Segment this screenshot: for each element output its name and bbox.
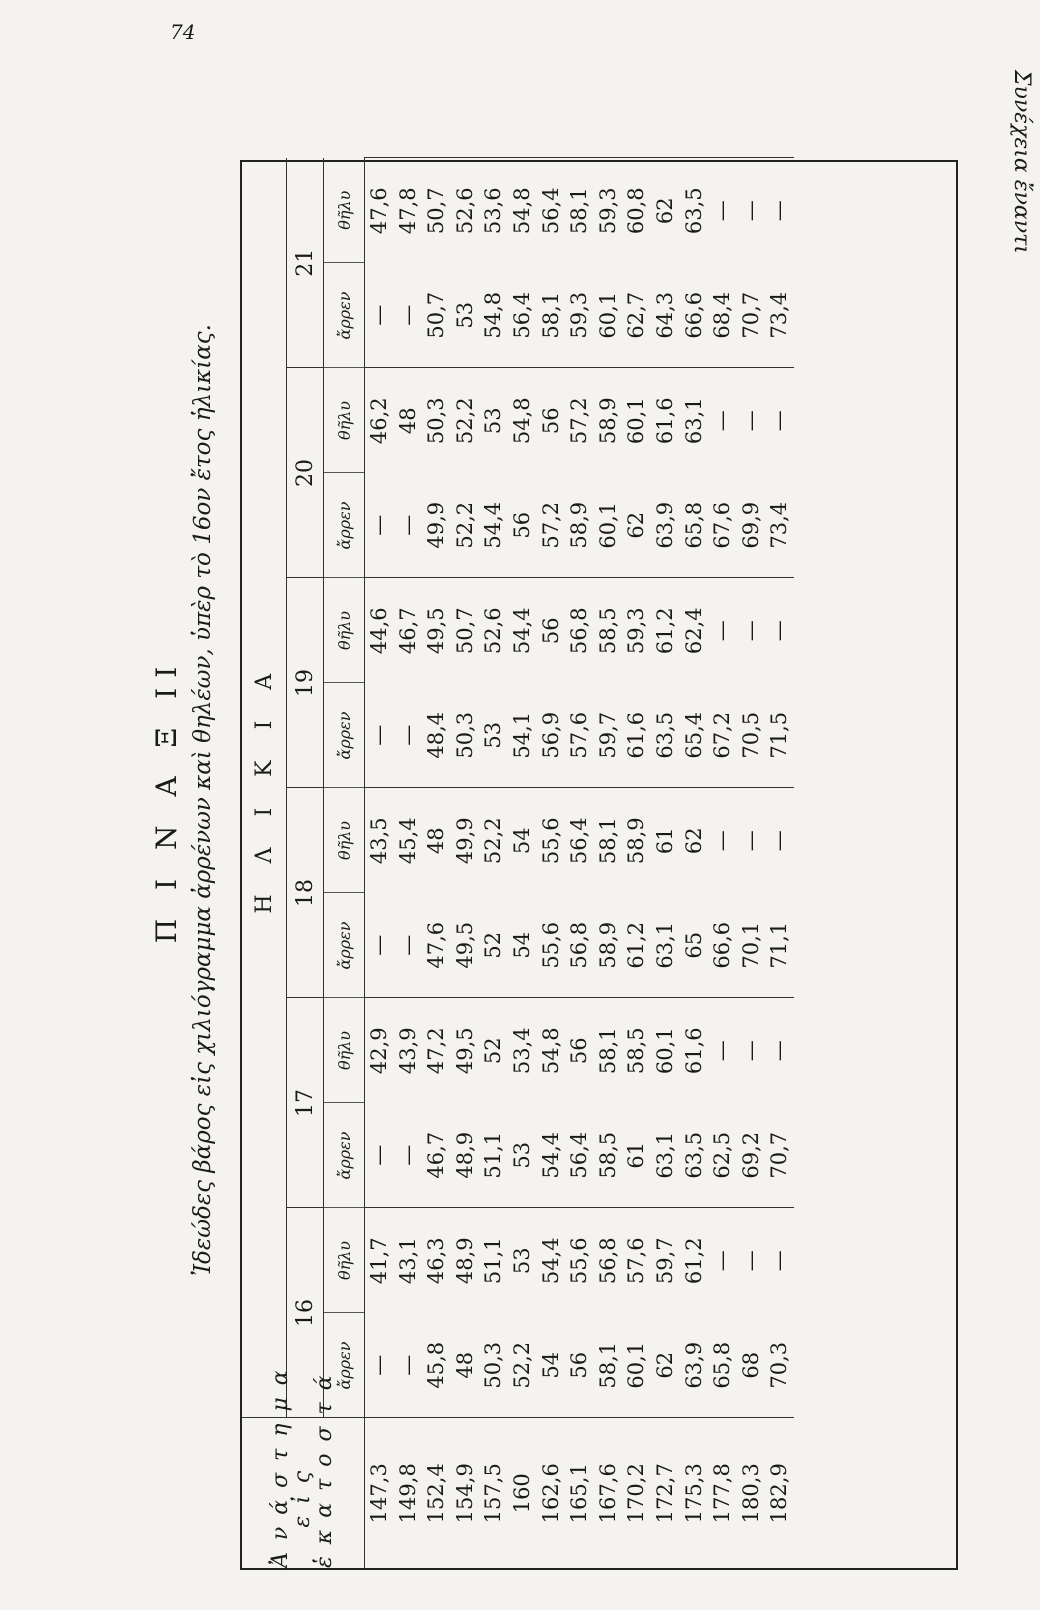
male-weight-cell: — [395, 304, 420, 326]
male-weight-cell: 50,3 [452, 711, 477, 759]
female-weight-cell: 62 [680, 788, 709, 893]
continuation-note-text: Συνέχεια ἔναντι [1009, 70, 1034, 254]
male-weight-cell: 66,6 [710, 921, 735, 969]
table-row [765, 158, 794, 1568]
male-header: ἄρρεν [324, 1313, 365, 1418]
female-weight-cell: 54,8 [508, 368, 537, 473]
male-weight-cell: 56,4 [567, 1131, 592, 1179]
male-weight-cell: 56 [567, 1351, 592, 1379]
male-weight-cell: 52 [481, 931, 506, 959]
male-weight-cell: 65,4 [681, 711, 706, 759]
male-weight-cell: 73,4 [767, 501, 792, 549]
female-weight-cell: 47,6 [365, 158, 394, 263]
height-cell: 147,3 [365, 1418, 394, 1568]
female-weight-cell: 53 [479, 368, 508, 473]
female-weight-cell: 52 [479, 998, 508, 1103]
female-weight-cell: — [708, 578, 737, 683]
female-weight-cell: — [708, 158, 737, 263]
female-weight-cell: — [765, 578, 794, 683]
male-weight-cell: 67,6 [710, 501, 735, 549]
female-weight-cell: — [737, 368, 766, 473]
female-weight-cell: 61 [651, 788, 680, 893]
male-weight-cell: 50,3 [481, 1341, 506, 1389]
female-weight-cell: 58,5 [622, 998, 651, 1103]
table-row [451, 158, 480, 1568]
male-weight-cell: 54 [538, 1351, 563, 1379]
male-weight-cell: 71,5 [767, 711, 792, 759]
male-weight-cell: — [395, 514, 420, 536]
male-header: ἄρρεν [324, 263, 365, 368]
height-cell: 162,6 [537, 1418, 566, 1568]
female-weight-cell: — [765, 788, 794, 893]
male-weight-cell: 47,6 [424, 921, 449, 969]
female-weight-cell: 52,6 [451, 158, 480, 263]
female-weight-cell: 44,6 [365, 578, 394, 683]
female-weight-cell: 57,6 [622, 1208, 651, 1313]
male-weight-cell: 50,7 [424, 291, 449, 339]
female-weight-cell: 59,3 [594, 158, 623, 263]
female-weight-cell: 52,2 [479, 788, 508, 893]
weight-table-frame [240, 160, 958, 1570]
male-weight-cell: — [367, 514, 391, 536]
female-weight-cell: — [765, 998, 794, 1103]
male-weight-cell: 61,2 [624, 921, 649, 969]
male-header: ἄρρεν [324, 893, 365, 998]
age-header: 19 [287, 578, 324, 788]
female-weight-cell: 58,1 [594, 788, 623, 893]
male-weight-cell: 54,8 [481, 291, 506, 339]
male-weight-cell: 57,6 [567, 711, 592, 759]
female-weight-cell: 43,5 [365, 788, 394, 893]
male-weight-cell: 48,4 [424, 711, 449, 759]
male-weight-cell: 59,7 [595, 711, 620, 759]
male-header: ἄρρεν [324, 473, 365, 578]
female-weight-cell: 49,9 [451, 788, 480, 893]
male-weight-cell: 70,5 [738, 711, 763, 759]
table-title: Π Ι Ν Α Ξ II [150, 656, 183, 944]
female-weight-cell: 53 [508, 1208, 537, 1313]
male-weight-cell: 62 [624, 511, 649, 539]
female-header: θῆλυ [324, 158, 365, 263]
table-row [422, 158, 451, 1568]
height-cell: 149,8 [394, 1418, 423, 1568]
male-weight-cell: — [367, 934, 391, 956]
height-cell: 165,1 [565, 1418, 594, 1568]
female-weight-cell: 61,6 [680, 998, 709, 1103]
female-weight-cell: 43,9 [394, 998, 423, 1103]
female-weight-cell: 58,5 [594, 578, 623, 683]
male-weight-cell: 62,5 [710, 1131, 735, 1179]
male-weight-cell: 61 [624, 1141, 649, 1169]
male-weight-cell: 62,7 [624, 291, 649, 339]
male-weight-cell: 53 [452, 301, 477, 329]
male-weight-cell: — [395, 934, 420, 956]
male-weight-cell: — [367, 1144, 391, 1166]
male-weight-cell: 70,3 [767, 1341, 792, 1389]
female-weight-cell: — [708, 788, 737, 893]
male-weight-cell: 58,5 [595, 1131, 620, 1179]
male-weight-cell: 46,7 [424, 1131, 449, 1179]
age-header: 21 [287, 158, 324, 368]
table-row [394, 158, 423, 1568]
female-weight-cell: 56 [537, 368, 566, 473]
female-weight-cell: — [765, 158, 794, 263]
male-weight-cell: 58,1 [595, 1341, 620, 1389]
rotated-table-page [150, 10, 970, 1610]
female-weight-cell: 59,7 [651, 1208, 680, 1313]
male-weight-cell: 48,9 [452, 1131, 477, 1179]
weight-table [242, 157, 794, 1568]
male-weight-cell: 55,6 [538, 921, 563, 969]
female-weight-cell: 49,5 [422, 578, 451, 683]
female-weight-cell: 55,6 [537, 788, 566, 893]
female-weight-cell: 54,8 [537, 998, 566, 1103]
male-weight-cell: 65 [681, 931, 706, 959]
male-weight-cell: — [367, 724, 391, 746]
male-weight-cell: 65,8 [681, 501, 706, 549]
height-cell: 180,3 [737, 1418, 766, 1568]
female-weight-cell: 55,6 [565, 1208, 594, 1313]
female-weight-cell: 56,8 [594, 1208, 623, 1313]
male-header: ἄρρεν [324, 1103, 365, 1208]
male-weight-cell: 67,2 [710, 711, 735, 759]
male-weight-cell: 70,7 [767, 1131, 792, 1179]
male-weight-cell: 56 [509, 511, 534, 539]
male-weight-cell: — [395, 1144, 420, 1166]
male-weight-cell: 48 [452, 1351, 477, 1379]
male-weight-cell: 70,1 [738, 921, 763, 969]
female-weight-cell: 61,2 [680, 1208, 709, 1313]
female-weight-cell: 46,2 [365, 368, 394, 473]
age-header: 18 [287, 788, 324, 998]
female-weight-cell: 60,1 [651, 998, 680, 1103]
female-weight-cell: 41,7 [365, 1208, 394, 1313]
female-weight-cell: 56,4 [537, 158, 566, 263]
male-weight-cell: 64,3 [652, 291, 677, 339]
age-banner-row [242, 158, 287, 1568]
female-weight-cell: 58,9 [622, 788, 651, 893]
female-weight-cell: — [708, 368, 737, 473]
page-number: 74 [170, 20, 196, 44]
male-weight-cell: 61,6 [624, 711, 649, 759]
female-weight-cell: 58,9 [594, 368, 623, 473]
age-header: 16 [287, 1208, 324, 1418]
male-weight-cell: 70,7 [738, 291, 763, 339]
table-subtitle: Ἰδεώδες βάρος εἰς χιλιόγραμμα ἀρρένων καὶ θηλέων, ὑπὲρ τὸ 16ον ἔτος ἡλικίας. [190, 324, 216, 1276]
female-weight-cell: 63,1 [680, 368, 709, 473]
male-weight-cell: — [367, 1354, 391, 1376]
male-weight-cell: 71,1 [767, 921, 792, 969]
female-weight-cell: 50,7 [422, 158, 451, 263]
male-weight-cell: 60,1 [624, 1341, 649, 1389]
table-body [365, 158, 794, 1568]
female-weight-cell: — [737, 158, 766, 263]
male-weight-cell: 63,1 [652, 1131, 677, 1179]
female-weight-cell: 56 [565, 998, 594, 1103]
male-weight-cell: 69,9 [738, 501, 763, 549]
height-cell: 175,3 [680, 1418, 709, 1568]
female-weight-cell: 48,9 [451, 1208, 480, 1313]
male-weight-cell: 49,5 [452, 921, 477, 969]
male-weight-cell: 66,6 [681, 291, 706, 339]
female-weight-cell: 62 [651, 158, 680, 263]
female-weight-cell: — [765, 368, 794, 473]
height-header-line2: εἰς ἑκατοστά [290, 1363, 337, 1568]
female-weight-cell: 60,1 [622, 368, 651, 473]
male-weight-cell: 53 [481, 721, 506, 749]
male-weight-cell: 58,9 [595, 921, 620, 969]
female-weight-cell: 54,8 [508, 158, 537, 263]
age-header-row [287, 158, 324, 1568]
female-weight-cell: — [765, 1208, 794, 1313]
female-weight-cell: — [708, 1208, 737, 1313]
male-weight-cell: — [395, 724, 420, 746]
female-weight-cell: 61,6 [651, 368, 680, 473]
female-header: θῆλυ [324, 578, 365, 683]
male-weight-cell: 54 [509, 931, 534, 959]
female-weight-cell: 60,8 [622, 158, 651, 263]
male-weight-cell: 56,9 [538, 711, 563, 759]
male-header: ἄρρεν [324, 683, 365, 788]
male-weight-cell: 56,4 [509, 291, 534, 339]
table-row [365, 158, 394, 1568]
female-weight-cell: — [737, 1208, 766, 1313]
table-row [565, 158, 594, 1568]
female-weight-cell: 56 [537, 578, 566, 683]
male-weight-cell: 63,1 [652, 921, 677, 969]
female-weight-cell: 56,8 [565, 578, 594, 683]
female-weight-cell: 50,7 [451, 578, 480, 683]
height-cell: 157,5 [479, 1418, 508, 1568]
male-weight-cell: 52,2 [452, 501, 477, 549]
male-weight-cell: 68 [738, 1351, 763, 1379]
male-weight-cell: 60,1 [595, 501, 620, 549]
male-weight-cell: 58,1 [538, 291, 563, 339]
age-banner: Η Λ Ι Κ Ι Α [242, 158, 287, 1418]
male-weight-cell: 65,8 [710, 1341, 735, 1389]
sex-header-row [324, 158, 365, 1568]
male-weight-cell: 56,8 [567, 921, 592, 969]
female-weight-cell: 50,3 [422, 368, 451, 473]
male-weight-cell: 60,1 [595, 291, 620, 339]
age-header: 17 [287, 998, 324, 1208]
male-weight-cell: 63,5 [652, 711, 677, 759]
female-weight-cell: 54,4 [537, 1208, 566, 1313]
female-header: θῆλυ [324, 998, 365, 1103]
male-weight-cell: 58,9 [567, 501, 592, 549]
male-weight-cell: 57,2 [538, 501, 563, 549]
male-weight-cell: 62 [652, 1351, 677, 1379]
female-weight-cell: — [737, 578, 766, 683]
height-cell: 182,9 [765, 1418, 794, 1568]
male-weight-cell: 59,3 [567, 291, 592, 339]
female-weight-cell: 43,1 [394, 1208, 423, 1313]
female-header: θῆλυ [324, 368, 365, 473]
female-weight-cell: 54,4 [508, 578, 537, 683]
female-weight-cell: — [737, 998, 766, 1103]
male-weight-cell: — [395, 1354, 420, 1376]
table-row [479, 158, 508, 1568]
table-row [622, 158, 651, 1568]
table-row [508, 158, 537, 1568]
female-weight-cell: 46,3 [422, 1208, 451, 1313]
female-weight-cell: 53,4 [508, 998, 537, 1103]
height-cell: 172,7 [651, 1418, 680, 1568]
male-weight-cell: 49,9 [424, 501, 449, 549]
female-weight-cell: 51,1 [479, 1208, 508, 1313]
male-weight-cell: 51,1 [481, 1131, 506, 1179]
male-weight-cell: 52,2 [509, 1341, 534, 1389]
male-weight-cell: 54,4 [481, 501, 506, 549]
female-weight-cell: 53,6 [479, 158, 508, 263]
continuation-note [1000, 0, 1040, 1500]
age-header: 20 [287, 368, 324, 578]
female-weight-cell: 47,2 [422, 998, 451, 1103]
female-weight-cell: 58,1 [594, 998, 623, 1103]
female-weight-cell: 52,2 [451, 368, 480, 473]
height-cell: 152,4 [422, 1418, 451, 1568]
male-weight-cell: 73,4 [767, 291, 792, 339]
height-cell: 160 [508, 1418, 537, 1568]
table-row [737, 158, 766, 1568]
male-weight-cell: 68,4 [710, 291, 735, 339]
male-weight-cell: — [367, 304, 391, 326]
table-row [680, 158, 709, 1568]
female-header: θῆλυ [324, 788, 365, 893]
height-cell: 177,8 [708, 1418, 737, 1568]
female-weight-cell: 48 [394, 368, 423, 473]
female-weight-cell: 47,8 [394, 158, 423, 263]
female-weight-cell: 54 [508, 788, 537, 893]
male-weight-cell: 45,8 [424, 1341, 449, 1389]
female-weight-cell: 52,6 [479, 578, 508, 683]
table-row [594, 158, 623, 1568]
female-weight-cell: 48 [422, 788, 451, 893]
height-cell: 167,6 [594, 1418, 623, 1568]
female-weight-cell: 63,5 [680, 158, 709, 263]
height-cell: 154,9 [451, 1418, 480, 1568]
female-weight-cell: 59,3 [622, 578, 651, 683]
female-weight-cell: 56,4 [565, 788, 594, 893]
female-weight-cell: 49,5 [451, 998, 480, 1103]
female-weight-cell: 42,9 [365, 998, 394, 1103]
table-row [651, 158, 680, 1568]
male-weight-cell: 63,9 [681, 1341, 706, 1389]
female-weight-cell: 46,7 [394, 578, 423, 683]
male-weight-cell: 63,9 [652, 501, 677, 549]
height-header-line1: Ἀνάστημα [268, 1358, 293, 1568]
female-weight-cell: — [708, 998, 737, 1103]
height-cell: 170,2 [622, 1418, 651, 1568]
male-weight-cell: 63,5 [681, 1131, 706, 1179]
female-weight-cell: 45,4 [394, 788, 423, 893]
male-weight-cell: 69,2 [738, 1131, 763, 1179]
female-header: θῆλυ [324, 1208, 365, 1313]
female-weight-cell: — [737, 788, 766, 893]
table-row [708, 158, 737, 1568]
male-weight-cell: 54,4 [538, 1131, 563, 1179]
male-weight-cell: 54,1 [509, 711, 534, 759]
female-weight-cell: 57,2 [565, 368, 594, 473]
female-weight-cell: 61,2 [651, 578, 680, 683]
male-weight-cell: 53 [509, 1141, 534, 1169]
table-row [537, 158, 566, 1568]
female-weight-cell: 62,4 [680, 578, 709, 683]
female-weight-cell: 58,1 [565, 158, 594, 263]
